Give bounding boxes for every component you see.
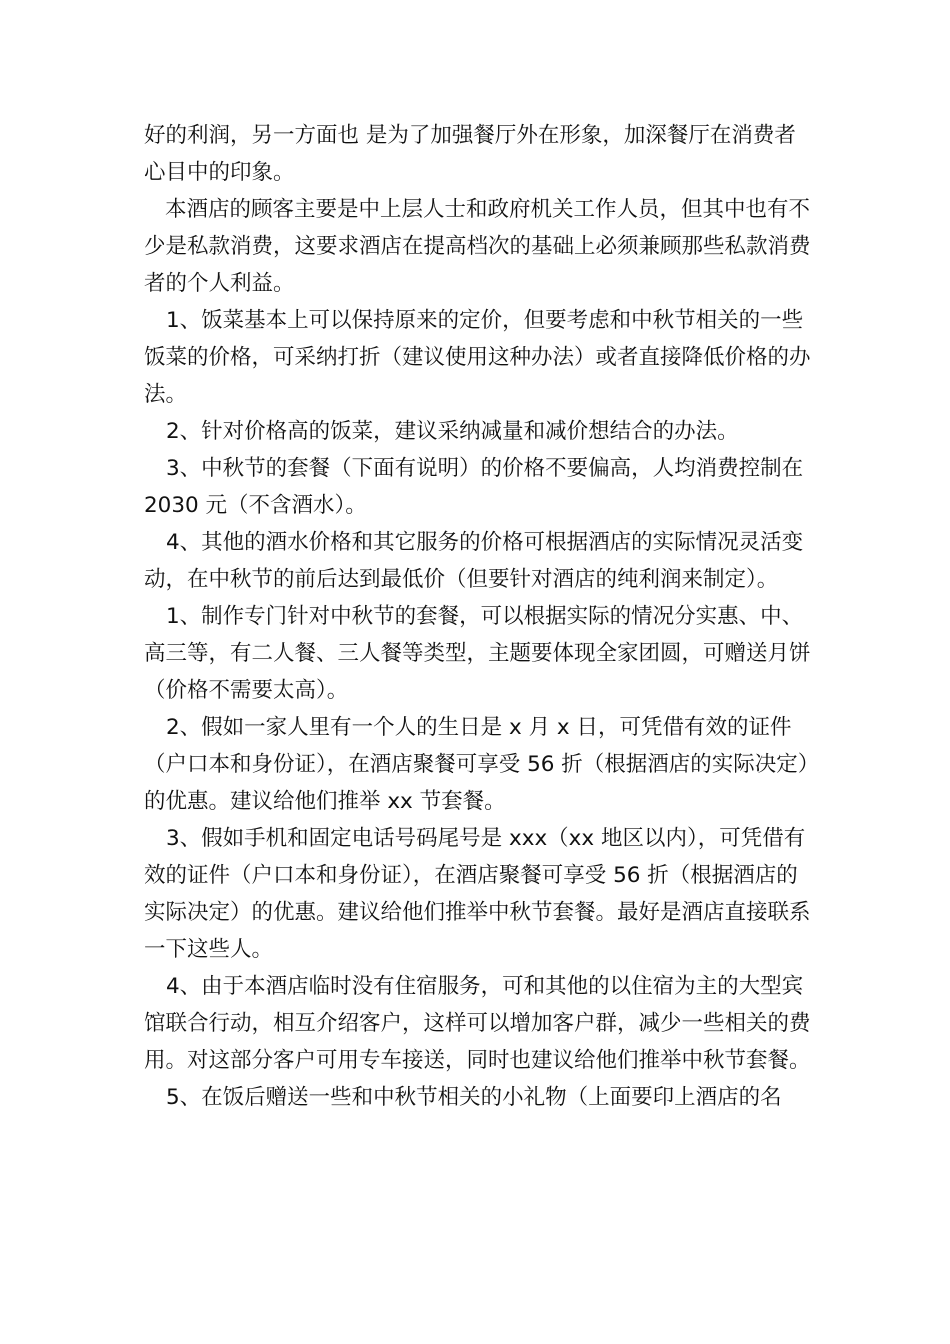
paragraph-8: 2、假如一家人里有一个人的生日是 x 月 x 日，可凭借有效的证件（户口本和身份证），在酒店聚餐可享受 56 折（根据酒店的实际决定）的优惠。建议给他们推举 xx 节套餐。 xyxy=(144,715,809,814)
paragraph-3: 1、饭菜基本上可以保持原来的定价，但要考虑和中秋节相关的一些饭菜的价格，可采纳打折（建议使用这种办法）或者直接降低价格的办法。 xyxy=(144,308,811,407)
paragraph-4: 2、针对价格高的饭菜，建议采纳减量和减价想结合的办法。 xyxy=(166,419,739,444)
paragraph-10: 4、由于本酒店临时没有住宿服务，可和其他的以住宿为主的大型宾馆联合行动，相互介绍客户，这样可以增加客户群，减少一些相关的费用。对这部分客户可用专车接送，同时也建议给他们推举中秋节套餐。 xyxy=(144,974,811,1073)
paragraph-7: 1、制作专门针对中秋节的套餐，可以根据实际的情况分实惠、中、高三等，有二人餐、三人餐等类型，主题要体现全家团圆，可赠送月饼（价格不需要太高）。 xyxy=(144,604,811,703)
document-page xyxy=(144,117,812,1116)
paragraph-11: 5、在饭后赠送一些和中秋节相关的小礼物（上面要印上酒店的名 xyxy=(166,1085,782,1110)
paragraph-2: 本酒店的顾客主要是中上层人士和政府机关工作人员，但其中也有不少是私款消费，这要求酒店在提高档次的基础上必须兼顾那些私款消费者的个人利益。 xyxy=(144,197,811,296)
paragraph-1: 好的利润，另一方面也 是为了加强餐厅外在形象，加深餐厅在消费者心目中的印象。 xyxy=(144,123,796,185)
paragraph-6: 4、其他的酒水价格和其它服务的价格可根据酒店的实际情况灵活变动，在中秋节的前后达到最低价（但要针对酒店的纯利润来制定）。 xyxy=(144,530,804,592)
paragraph-9: 3、假如手机和固定电话号码尾号是 xxx（xx 地区以内），可凭借有效的证件（户口本和身份证），在酒店聚餐可享受 56 折（根据酒店的实际决定）的优惠。建议给他们推举中秋节套餐。最好是酒店直接联系一下这些人。 xyxy=(144,826,811,962)
paragraph-5: 3、中秋节的套餐（下面有说明）的价格不要偏高，人均消费控制在 2030 元（不含酒水）。 xyxy=(144,456,804,518)
